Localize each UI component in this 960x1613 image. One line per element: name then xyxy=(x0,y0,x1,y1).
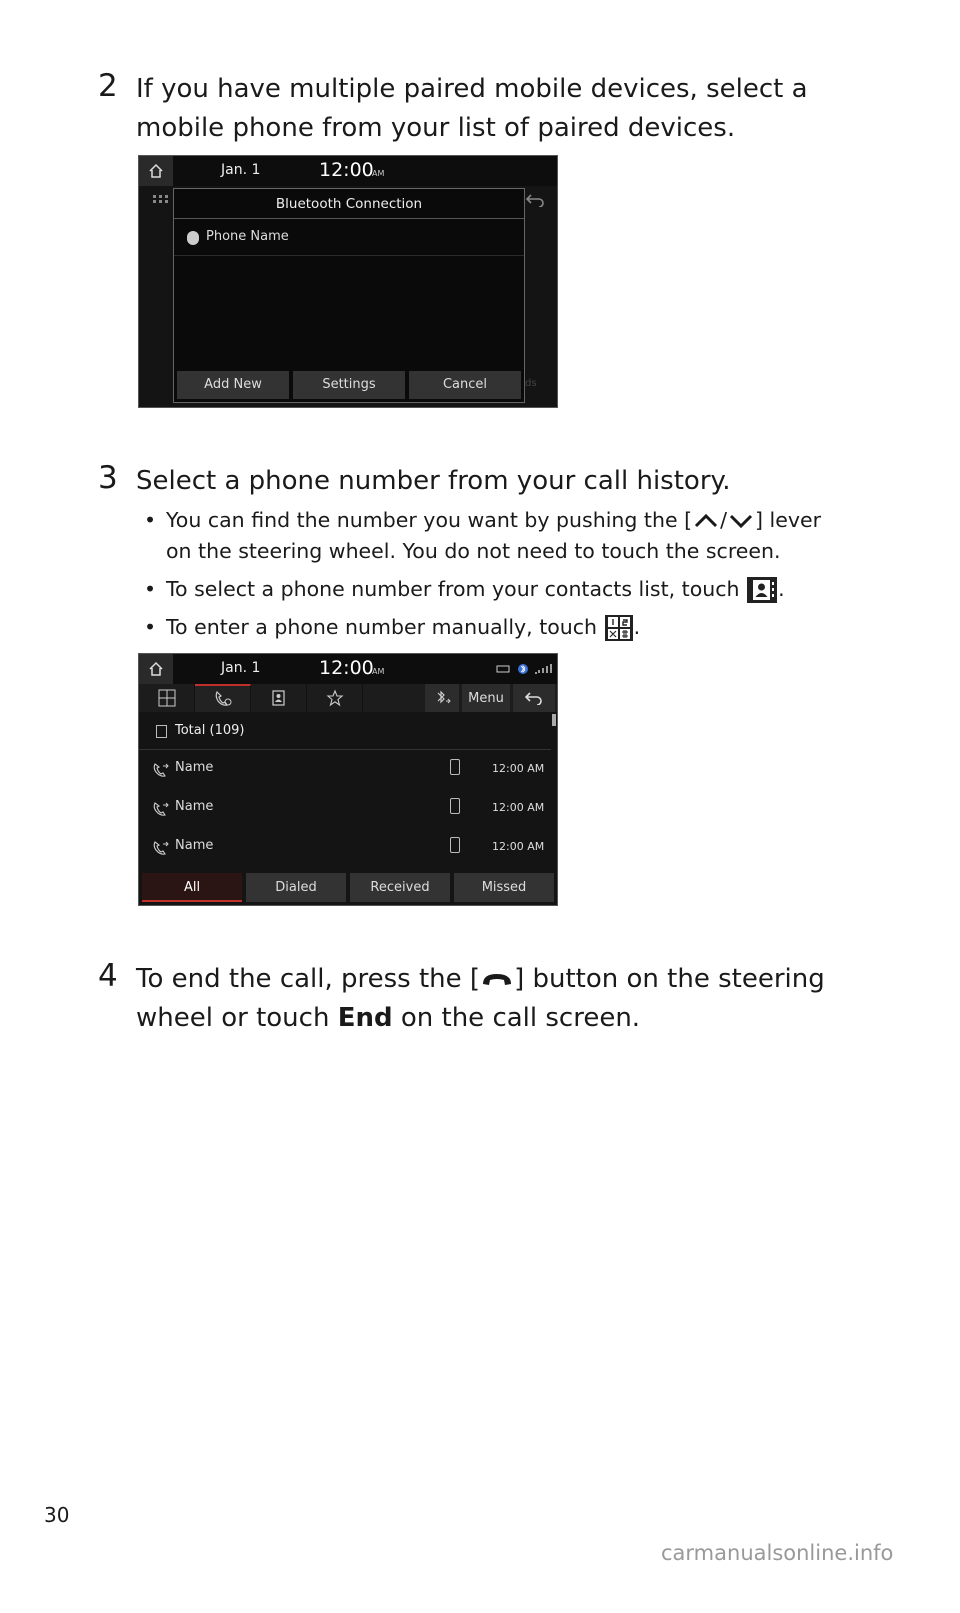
back-button[interactable] xyxy=(513,684,555,712)
call-time: 12:00 AM xyxy=(492,801,545,814)
step-text-part: To end the call, press the [ xyxy=(136,964,481,994)
bluetooth-switch-icon xyxy=(432,689,452,707)
bullet-item xyxy=(142,574,842,605)
page-number: 30 xyxy=(44,1503,70,1527)
home-icon xyxy=(148,661,164,677)
keypad-icon xyxy=(604,614,634,642)
device-name: Phone Name xyxy=(206,229,289,244)
step-number: 3 xyxy=(98,460,118,496)
home-button[interactable] xyxy=(139,654,173,684)
tab-contacts[interactable] xyxy=(251,684,307,712)
dialed-call-icon xyxy=(153,801,169,817)
home-button[interactable] xyxy=(139,156,173,186)
step-text-part: on the call screen. xyxy=(392,1003,641,1033)
date-label: Jan. 1 xyxy=(221,660,261,676)
step-text-line: If you have multiple paired mobile devices, select a xyxy=(136,74,808,104)
bullet-item: • You can find the number you want by pushing the [ / ] lever on the steering wheel. You do not need to touch the screen. xyxy=(142,505,842,567)
step-text: Select a phone number from your call history. xyxy=(136,466,731,496)
call-history-item[interactable] xyxy=(139,750,551,789)
back-icon xyxy=(525,691,543,705)
home-icon xyxy=(148,163,164,179)
call-history-icon xyxy=(214,690,232,708)
step-text-line xyxy=(136,999,856,1038)
background-text: ds xyxy=(525,378,537,389)
caller-name: Name xyxy=(175,799,214,814)
step-text xyxy=(136,70,856,148)
step-text-part: ] button on the steering xyxy=(514,964,825,994)
step-text-line xyxy=(136,960,856,999)
chevron-up-icon xyxy=(692,512,720,530)
caller-name: Name xyxy=(175,760,214,775)
bluetooth-switch-button[interactable] xyxy=(425,684,459,712)
filter-all-tab[interactable]: All xyxy=(142,873,242,902)
tab-call-history[interactable] xyxy=(195,684,251,712)
step-text xyxy=(136,960,856,1038)
status-bar xyxy=(139,654,557,684)
tab-keypad[interactable] xyxy=(139,684,195,712)
time-label: 12:00 xyxy=(319,159,374,181)
bullet-text: To enter a phone number manually, touch xyxy=(166,615,598,639)
chevron-down-icon xyxy=(727,512,755,530)
bullet-text: on the steering wheel. You do not need to touch the screen. xyxy=(166,539,781,563)
status-icons xyxy=(495,662,557,676)
phone-tab-bar xyxy=(139,684,557,712)
paired-device-item[interactable] xyxy=(174,220,524,256)
bullet-text: You can find the number you want by pushing the [ xyxy=(166,508,693,532)
keypad-icon xyxy=(158,689,176,707)
mobile-phone-icon xyxy=(450,759,460,775)
tab-spacer xyxy=(363,684,422,712)
dialed-call-icon xyxy=(153,762,169,778)
mobile-phone-icon xyxy=(450,837,460,853)
filter-dialed-tab[interactable]: Dialed xyxy=(246,873,346,902)
tab-favorites[interactable] xyxy=(307,684,363,712)
call-time: 12:00 AM xyxy=(492,762,545,775)
end-call-icon xyxy=(480,969,514,991)
add-new-button[interactable]: Add New xyxy=(177,371,289,399)
bullet-text: ] lever xyxy=(755,508,822,532)
list-icon xyxy=(156,725,167,738)
watermark: carmanualsonline.info xyxy=(661,1541,894,1565)
bullet-text: To select a phone number from your contacts list, touch xyxy=(166,577,740,601)
bullet-item xyxy=(142,612,842,643)
star-icon xyxy=(326,689,344,707)
step-text-line: mobile phone from your list of paired devices. xyxy=(136,113,736,143)
step-text-part: wheel or touch xyxy=(136,1003,338,1033)
filter-missed-tab[interactable]: Missed xyxy=(454,873,554,902)
contacts-icon xyxy=(270,689,288,707)
bullet-text: . xyxy=(778,577,785,601)
settings-button[interactable]: Settings xyxy=(293,371,405,399)
call-filter-tabs xyxy=(142,873,554,902)
cancel-button[interactable]: Cancel xyxy=(409,371,521,399)
call-time: 12:00 AM xyxy=(492,840,545,853)
bluetooth-dialog xyxy=(173,188,525,403)
dialog-title: Bluetooth Connection xyxy=(174,189,524,219)
back-icon xyxy=(525,192,545,211)
contacts-icon xyxy=(746,576,778,604)
dialed-call-icon xyxy=(153,840,169,856)
call-history-item[interactable] xyxy=(139,789,551,828)
caller-name: Name xyxy=(175,838,214,853)
ampm-label: AM xyxy=(372,667,385,676)
scrollbar[interactable] xyxy=(552,714,556,726)
step-number: 2 xyxy=(98,68,118,104)
step-number: 4 xyxy=(98,958,118,994)
bluetooth-connection-screen xyxy=(138,155,558,408)
bluetooth-icon xyxy=(187,231,199,245)
grid-menu-icon xyxy=(153,192,169,211)
call-history-item[interactable] xyxy=(139,828,551,867)
menu-button[interactable]: Menu xyxy=(462,684,510,712)
status-bar xyxy=(139,156,557,186)
end-keyword: End xyxy=(337,1003,393,1033)
step-3-bullets xyxy=(142,505,842,650)
dialog-buttons xyxy=(177,371,521,399)
total-count-row xyxy=(139,712,551,750)
call-history-screen xyxy=(138,653,558,906)
mobile-phone-icon xyxy=(450,798,460,814)
bullet-text: . xyxy=(633,615,641,639)
date-label: Jan. 1 xyxy=(221,162,261,178)
total-count: Total (109) xyxy=(175,723,245,738)
ampm-label: AM xyxy=(372,169,385,178)
filter-received-tab[interactable]: Received xyxy=(350,873,450,902)
time-label: 12:00 xyxy=(319,657,374,679)
